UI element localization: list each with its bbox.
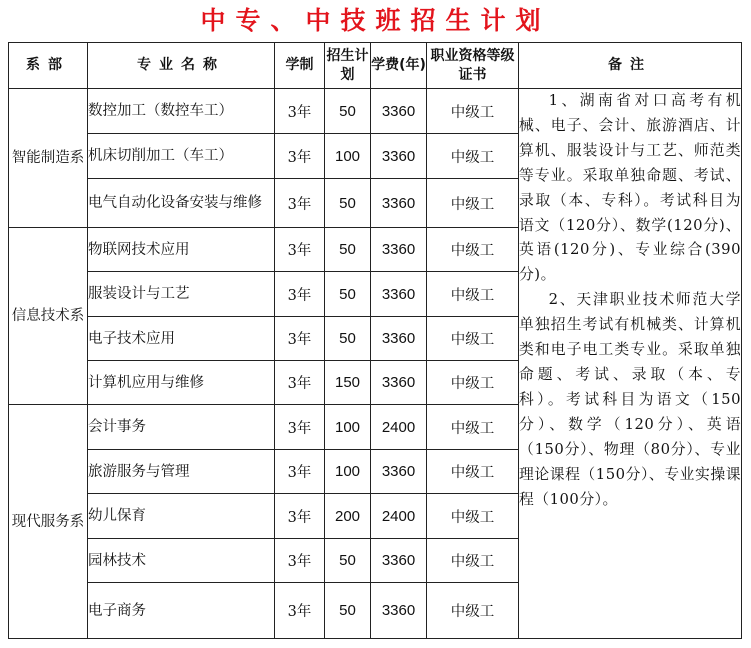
quota-cell: 50	[325, 272, 371, 317]
major-name: 旅游服务与管理	[88, 450, 275, 494]
enrollment-plan-table	[8, 42, 742, 639]
major-name: 会计事务	[88, 405, 275, 450]
quota-cell: 200	[325, 494, 371, 539]
quota-cell: 150	[325, 361, 371, 405]
major-name: 计算机应用与维修	[88, 361, 275, 405]
header-cert: 职业资格等级证书	[427, 43, 519, 89]
cert-cell: 中级工	[427, 494, 519, 539]
remark-cell	[519, 89, 742, 639]
header-years: 学制	[275, 43, 325, 89]
fee-cell: 2400	[371, 494, 427, 539]
fee-cell: 3360	[371, 583, 427, 639]
years-cell: 3年	[275, 450, 325, 494]
major-name: 服装设计与工艺	[88, 272, 275, 317]
quota-cell: 50	[325, 228, 371, 272]
cert-cell: 中级工	[427, 228, 519, 272]
years-cell: 3年	[275, 539, 325, 583]
table-header-row	[9, 43, 742, 89]
quota-cell: 50	[325, 539, 371, 583]
fee-cell: 3360	[371, 134, 427, 179]
years-cell: 3年	[275, 89, 325, 134]
quota-cell: 50	[325, 583, 371, 639]
dept-cell: 智能制造系	[9, 89, 88, 228]
quota-cell: 100	[325, 405, 371, 450]
years-cell: 3年	[275, 228, 325, 272]
major-name: 机床切削加工（车工）	[88, 134, 275, 179]
major-name: 园林技术	[88, 539, 275, 583]
fee-cell: 3360	[371, 272, 427, 317]
cert-cell: 中级工	[427, 89, 519, 134]
major-name: 物联网技术应用	[88, 228, 275, 272]
major-name: 电气自动化设备安装与维修	[88, 179, 275, 228]
fee-cell: 3360	[371, 317, 427, 361]
cert-cell: 中级工	[427, 539, 519, 583]
major-name: 电子技术应用	[88, 317, 275, 361]
dept-cell: 现代服务系	[9, 405, 88, 639]
years-cell: 3年	[275, 317, 325, 361]
major-name: 电子商务	[88, 583, 275, 639]
fee-cell: 3360	[371, 450, 427, 494]
cert-cell: 中级工	[427, 272, 519, 317]
major-name: 数控加工（数控车工）	[88, 89, 275, 134]
quota-cell: 100	[325, 134, 371, 179]
quota-cell: 50	[325, 89, 371, 134]
header-fee: 学费(年)	[371, 43, 427, 89]
fee-cell: 3360	[371, 179, 427, 228]
quota-cell: 50	[325, 179, 371, 228]
cert-cell: 中级工	[427, 317, 519, 361]
header-quota: 招生计划	[325, 43, 371, 89]
years-cell: 3年	[275, 361, 325, 405]
dept-cell: 信息技术系	[9, 228, 88, 405]
header-major: 专业名称	[88, 43, 275, 89]
remark-paragraph-1: 1、湖南省对口高考有机械、电子、会计、旅游酒店、计算机、服装设计与工艺、师范类等专业。采取单独命题、考试、录取（本、专科）。考试科目为语文（120分）、数学(120分)、英语(120分)、专业综合(390分)。	[519, 92, 741, 284]
cert-cell: 中级工	[427, 134, 519, 179]
years-cell: 3年	[275, 179, 325, 228]
quota-cell: 50	[325, 317, 371, 361]
major-name: 幼儿保育	[88, 494, 275, 539]
fee-cell: 3360	[371, 228, 427, 272]
fee-cell: 2400	[371, 405, 427, 450]
header-remark: 备注	[519, 43, 742, 89]
remark-paragraph-2: 2、天津职业技术师范大学单独招生考试有机械类、计算机类和电子电工类专业。采取单独命题、考试、录取（本、专科）。考试科目为语文（150分）、数学（120分）、英语（150分）、物理（80分）、专业理论课程（150分）、专业实操课程（100分）。	[519, 291, 741, 508]
years-cell: 3年	[275, 583, 325, 639]
cert-cell: 中级工	[427, 450, 519, 494]
cert-cell: 中级工	[427, 405, 519, 450]
fee-cell: 3360	[371, 361, 427, 405]
fee-cell: 3360	[371, 539, 427, 583]
years-cell: 3年	[275, 405, 325, 450]
years-cell: 3年	[275, 272, 325, 317]
fee-cell: 3360	[371, 89, 427, 134]
table-row	[9, 89, 742, 134]
quota-cell: 100	[325, 450, 371, 494]
header-dept: 系部	[9, 43, 88, 89]
years-cell: 3年	[275, 494, 325, 539]
cert-cell: 中级工	[427, 583, 519, 639]
cert-cell: 中级工	[427, 361, 519, 405]
years-cell: 3年	[275, 134, 325, 179]
cert-cell: 中级工	[427, 179, 519, 228]
page-title: 中专、中技班招生计划	[200, 6, 551, 35]
